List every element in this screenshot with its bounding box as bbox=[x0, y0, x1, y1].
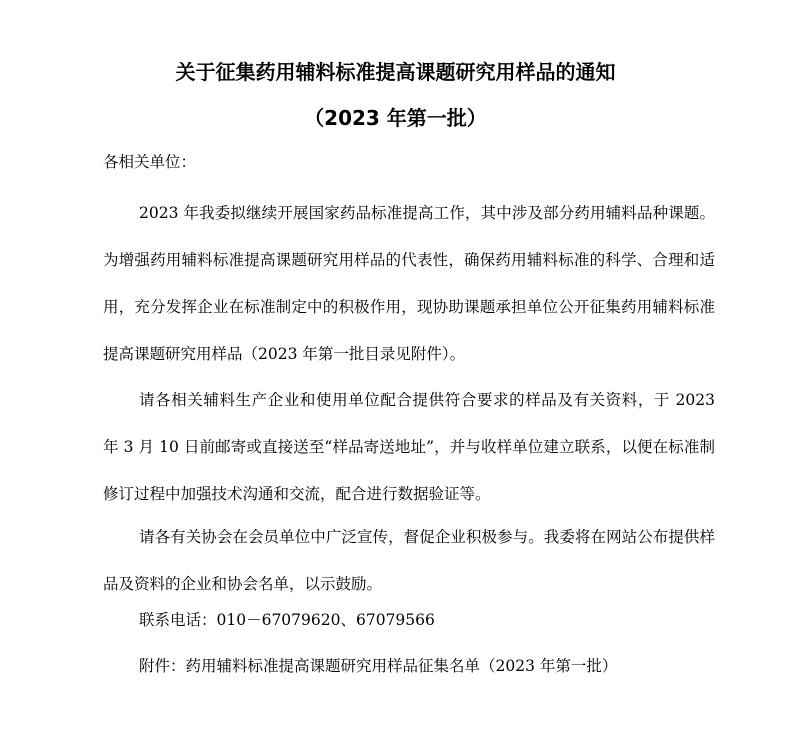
document-title: 关于征集药用辅料标准提高课题研究用样品的通知 bbox=[175, 60, 616, 84]
paragraph-association: 请各有关协会在会员单位中广泛宣传，督促企业积极参与。我委将在网站公布提供样品及资料的企业和协会名单，以示鼓励。 bbox=[103, 528, 715, 593]
paragraph-background: 2023 年我委拟继续开展国家药品标准提高工作，其中涉及部分药用辅料品种课题。为增强药用辅料标准提高课题研究用样品的代表性，确保药用辅料标准的科学、合理和适用，充分发挥企业在标准制定中的积极作用，现协助课题承担单位公开征集药用辅料标准提高课题研究用样品（2023 年第一批目录见附件）。 bbox=[103, 204, 715, 363]
document-subtitle: （2023 年第一批） bbox=[304, 106, 487, 130]
attachment-link[interactable]: 附件：药用辅料标准提高课题研究用样品征集名单（2023 年第一批） bbox=[139, 657, 618, 675]
contact-phone: 联系电话：010－67079620、67079566 bbox=[139, 611, 435, 629]
paragraph-request: 请各相关辅料生产企业和使用单位配合提供符合要求的样品及有关资料，于 2023 年 3 月 10 日前邮寄或直接送至“样品寄送地址”，并与收样单位建立联系，以便在标准制修订过程中加强技术沟通和交流，配合进行数据验证等。 bbox=[103, 391, 715, 503]
salutation: 各相关单位： bbox=[103, 153, 197, 171]
